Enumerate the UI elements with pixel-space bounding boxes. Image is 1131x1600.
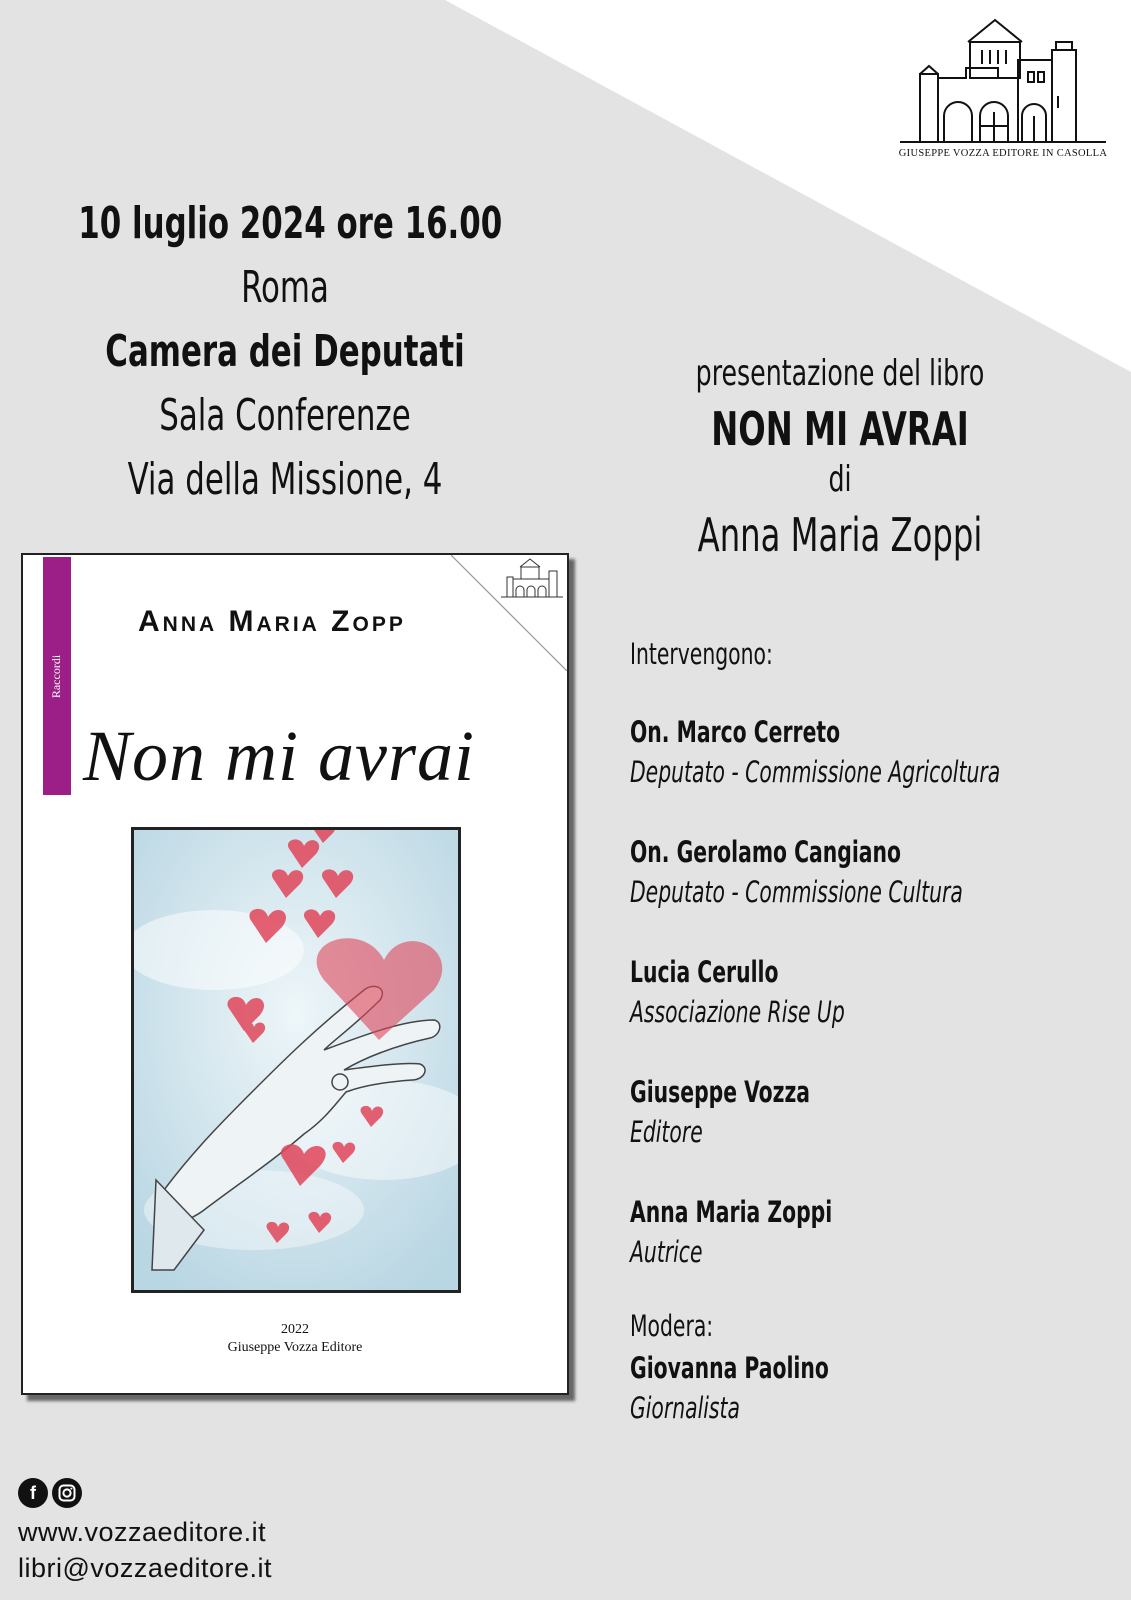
presentation-intro: presentazione del libro — [695, 353, 985, 394]
speaker-item — [630, 1072, 1110, 1152]
book-author: Anna Maria Zoppi — [697, 508, 983, 562]
speaker-role: Autrice — [630, 1235, 703, 1269]
cover-corner-logo — [451, 555, 567, 671]
book-cover — [21, 553, 569, 1395]
hand-hearts-illustration — [134, 830, 458, 1290]
speaker-role: Editore — [630, 1115, 703, 1149]
email-link[interactable]: libri@vozzaeditore.it — [18, 1553, 273, 1583]
speaker-name: On. Gerolamo Cangiano — [630, 835, 901, 869]
facebook-icon[interactable]: f — [18, 1478, 48, 1508]
event-details — [20, 192, 550, 512]
moderator-name: Giovanna Paolino — [630, 1351, 829, 1385]
cover-illustration — [131, 827, 461, 1293]
presentation-block — [580, 350, 1100, 570]
speaker-name: Giuseppe Vozza — [630, 1075, 811, 1109]
cover-author: Anna Maria Zopp — [138, 605, 406, 638]
speaker-role: Associazione Rise Up — [630, 995, 845, 1029]
speaker-name: Lucia Cerullo — [630, 955, 779, 989]
speakers-list — [630, 632, 1110, 1468]
speaker-item — [630, 1192, 1110, 1272]
moderator-label: Modera: — [630, 1309, 714, 1343]
cover-year: 2022 — [281, 1322, 309, 1337]
publisher-logo — [893, 16, 1113, 166]
speaker-name: On. Marco Cerreto — [630, 715, 841, 749]
cover-title: Non mi avrai — [83, 716, 476, 796]
event-address: Via della Missione, 4 — [127, 454, 443, 505]
social-icons — [18, 1478, 82, 1508]
speaker-item — [630, 712, 1110, 792]
series-label: Raccordi — [49, 654, 64, 698]
moderator-item — [630, 1304, 1110, 1428]
moderator-role: Giornalista — [630, 1391, 740, 1425]
website-link[interactable]: www.vozzaeditore.it — [18, 1517, 267, 1547]
event-city: Roma — [241, 262, 329, 313]
book-title: NON MI AVRAI — [711, 402, 969, 456]
speaker-item — [630, 952, 1110, 1032]
speaker-name: Anna Maria Zoppi — [630, 1195, 833, 1229]
speaker-item — [630, 832, 1110, 912]
publisher-logo-text: GIUSEPPE VOZZA EDITORE IN CASOLLA — [898, 148, 1108, 159]
speakers-intro: Intervengono: — [630, 637, 773, 671]
event-room: Sala Conferenze — [159, 390, 411, 441]
event-date: 10 luglio 2024 ore 16.00 — [78, 198, 503, 249]
presentation-by: di — [828, 459, 852, 500]
speaker-role: Deputato - Commissione Agricoltura — [630, 755, 1001, 789]
instagram-icon[interactable] — [52, 1478, 82, 1508]
speaker-role: Deputato - Commissione Cultura — [630, 875, 963, 909]
castle-icon — [898, 16, 1108, 146]
event-venue: Camera dei Deputati — [105, 326, 465, 377]
cover-publisher: Giuseppe Vozza Editore — [227, 1340, 363, 1355]
